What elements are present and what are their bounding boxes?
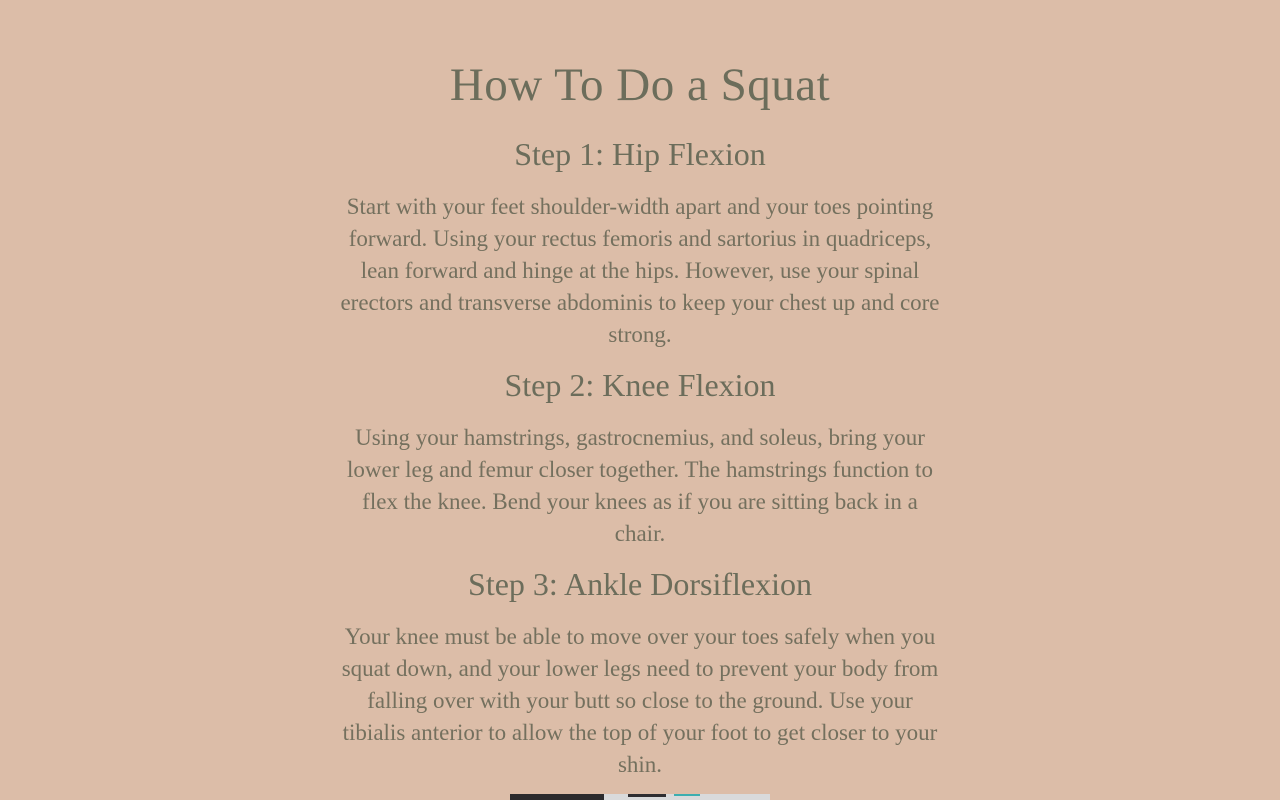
image-handwritten-mark (628, 794, 666, 797)
step-1-description: Start with your feet shoulder-width apart and your toes pointing forward. Using your rectus femoris and sartorius in quadriceps, lean forward and hinge at the hips. However, use your spinal erectors and transverse abdominis to keep your chest up and core strong. (340, 194, 940, 347)
step-1-heading: Step 1: Hip Flexion (514, 136, 766, 172)
squat-illustration-image (510, 794, 770, 800)
step-3-description: Your knee must be able to move over your toes safely when you squat down, and your lower legs need to prevent your body from falling over with your butt so close to the ground. Use your tibialis anterior to allow the top of your foot to get closer to your shin. (341, 624, 939, 777)
step-2-heading: Step 2: Knee Flexion (504, 367, 776, 403)
step-2-description: Using your hamstrings, gastrocnemius, and soleus, bring your lower leg and femur closer together. The hamstrings function to flex the knee. Bend your knees as if you are sitting back in a chair. (347, 425, 933, 546)
step-3-heading: Step 3: Ankle Dorsiflexion (468, 566, 812, 602)
page-title: How To Do a Squat (449, 59, 831, 111)
image-dark-panel (510, 794, 604, 800)
image-teal-mark (674, 794, 700, 796)
